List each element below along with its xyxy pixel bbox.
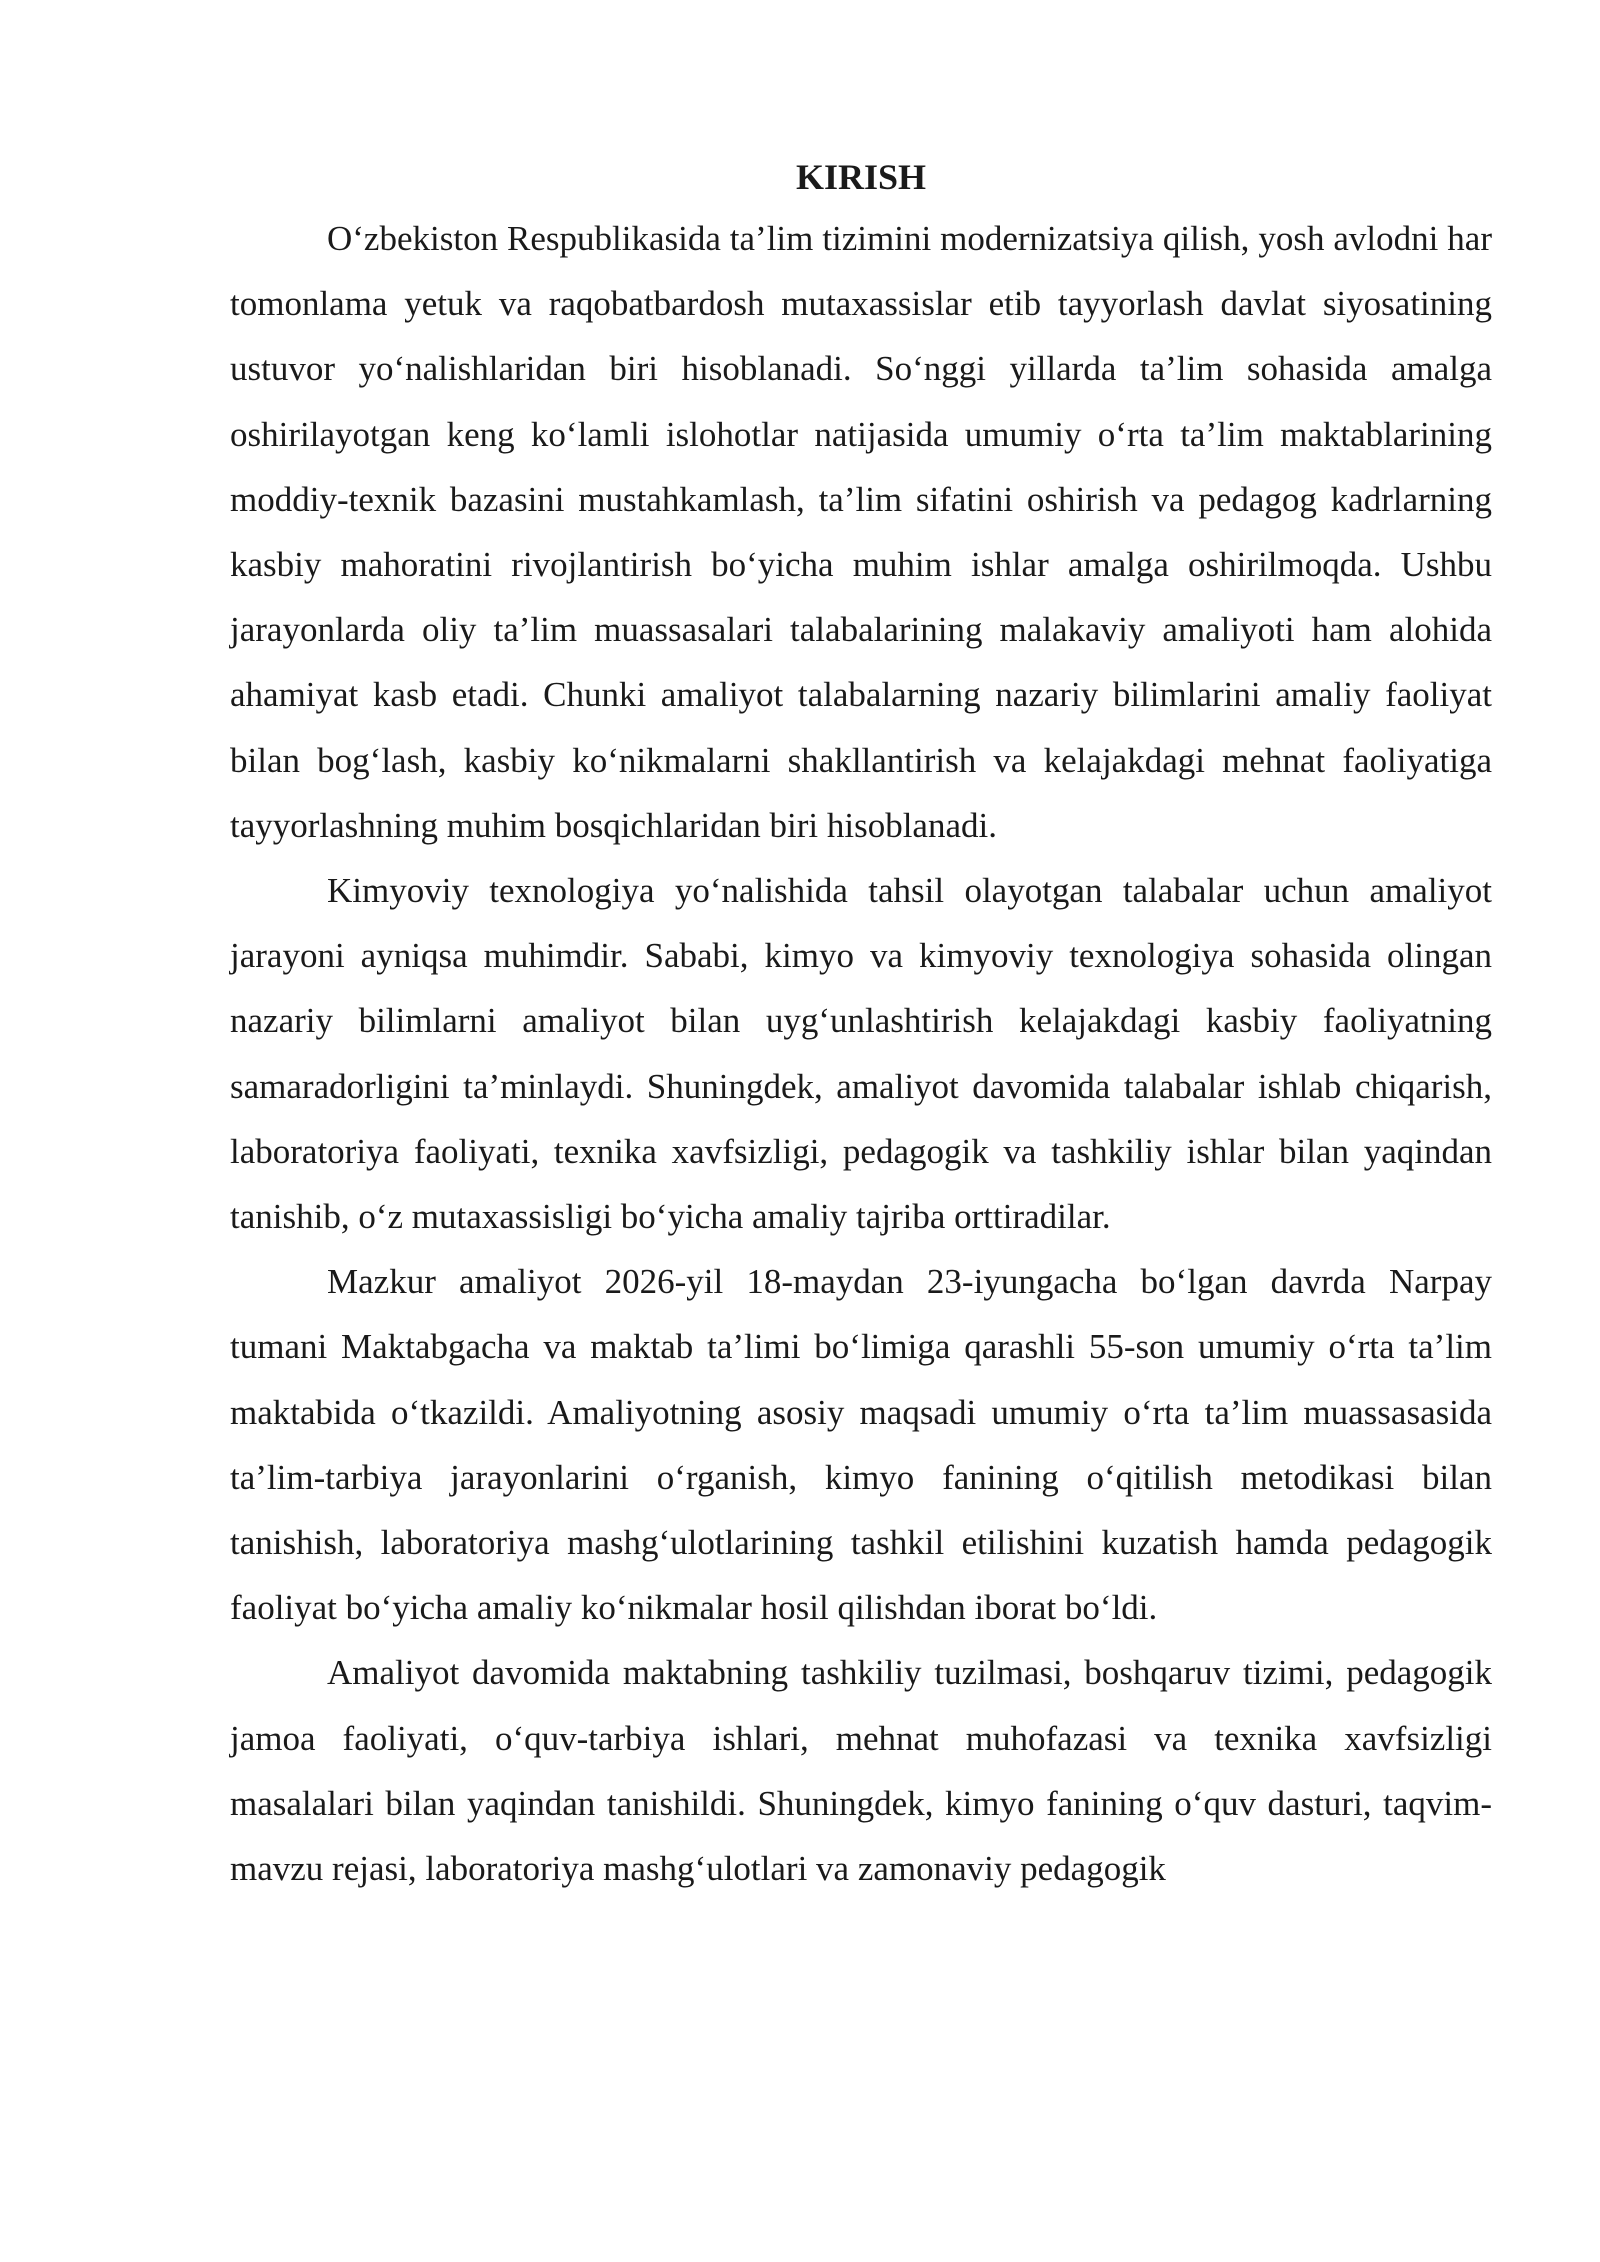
page-title: KIRISH — [795, 157, 927, 197]
paragraph-1: O‘zbekiston Respublikasida ta’lim tizimini modernizatsiya qilish, yosh avlodni har tomonlama yetuk va raqobatbardosh mutaxassislar etib tayyorlash davlat siyosatining ustuvor yo‘nalishlaridan biri hisoblanadi. So‘nggi yillarda ta’lim sohasida amalga oshirilayotgan keng ko‘lamli islohotlar natijasida umumiy o‘rta ta’lim maktablarining moddiy-texnik bazasini mustahkamlash, ta’lim sifatini oshirish va pedagog kadrlarning kasbiy mahoratini rivojlantirish bo‘yicha muhim ishlar amalga oshirilmoqda. Ushbu jarayonlarda oliy ta’lim muassasalari talabalarining malakaviy amaliyoti ham alohida ahamiyat kasb etadi. Chunki amaliyot talabalarning nazariy bilimlarini amaliy faoliyat bilan bog‘lash, kasbiy ko‘nikmalarni shakllantirish va kelajakdagi mehnat faoliyatiga tayyorlashning muhim bosqichlaridan biri hisoblanadi. — [230, 219, 1492, 845]
paragraph-2: Kimyoviy texnologiya yo‘nalishida tahsil olayotgan talabalar uchun amaliyot jarayoni ayniqsa muhimdir. Sababi, kimyo va kimyoviy texnologiya sohasida olingan nazariy bilimlarni amaliyot bilan uyg‘unlashtirish kelajakdagi kasbiy faoliyatning samaradorligini ta’minlaydi. Shuningdek, amaliyot davomida talabalar ishlab chiqarish, laboratoriya faoliyati, texnika xavfsizligi, pedagogik va tashkiliy ishlar bilan yaqindan tanishib, o‘z mutaxassisligi bo‘yicha amaliy tajriba orttiradilar. — [230, 871, 1492, 1237]
document-page — [230, 148, 1492, 1901]
paragraph-3: Mazkur amaliyot 2026-yil 18-maydan 23-iyungacha bo‘lgan davrda Narpay tumani Maktabgacha va maktab ta’limi bo‘limiga qarashli 55-son umumiy o‘rta ta’lim maktabida o‘tkazildi. Amaliyotning asosiy maqsadi umumiy o‘rta ta’lim muassasasida ta’lim-tarbiya jarayonlarini o‘rganish, kimyo fanining o‘qitilish metodikasi bilan tanishish, laboratoriya mashg‘ulotlarining tashkil etilishini kuzatish hamda pedagogik faoliyat bo‘yicha amaliy ko‘nikmalar hosil qilishdan iborat bo‘ldi. — [230, 1262, 1492, 1628]
paragraph-4: Amaliyot davomida maktabning tashkiliy tuzilmasi, boshqaruv tizimi, pedagogik jamoa faoliyati, o‘quv-tarbiya ishlari, mehnat muhofazasi va texnika xavfsizligi masalalari bilan yaqindan tanishildi. Shuningdek, kimyo fanining o‘quv dasturi, taqvim-mavzu rejasi, laboratoriya mashg‘ulotlari va zamonaviy pedagogik — [230, 1653, 1492, 1889]
